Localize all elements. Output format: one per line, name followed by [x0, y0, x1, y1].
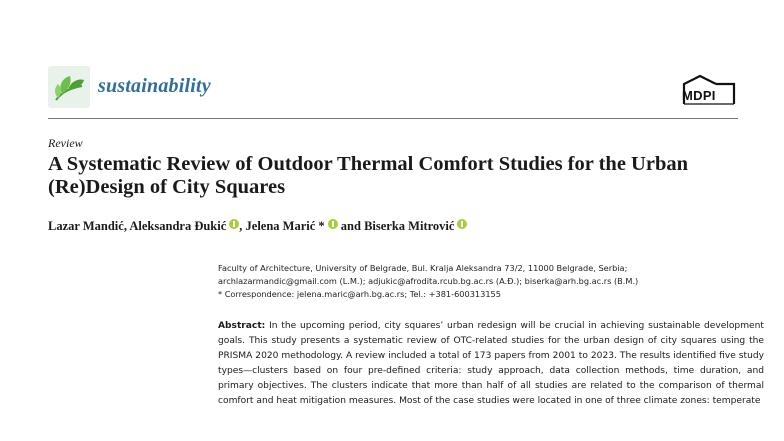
author-separator: and	[337, 219, 365, 233]
abstract-label: Abstract:	[218, 321, 266, 331]
article-title: A Systematic Review of Outdoor Thermal Comfort Studies for the Urban (Re)Design of City Squares	[48, 153, 689, 198]
abstract	[218, 319, 764, 409]
orcid-icon[interactable]	[328, 219, 338, 229]
author-2[interactable]: Aleksandra Đukić	[129, 219, 227, 233]
author-4[interactable]: Biserka Mitrović	[364, 219, 455, 233]
leaf-icon	[48, 66, 90, 108]
author-1[interactable]: Lazar Mandić	[48, 219, 124, 233]
publisher-name: MDPI	[682, 88, 716, 103]
affiliation-block	[218, 262, 758, 301]
journal-logo	[48, 66, 90, 108]
author-separator: ,	[239, 219, 246, 233]
article-type: Review	[48, 136, 83, 150]
author-separator: ,	[123, 219, 130, 233]
orcid-icon[interactable]	[229, 219, 239, 229]
author-list	[48, 219, 748, 234]
orcid-icon[interactable]	[457, 219, 467, 229]
affiliation-emails[interactable]: archlazarmandic@gmail.com (L.M.); adjukic@afrodita.rcub.bg.ac.rs (A.Đ.); biserka@arh.bg.ac.rs (B.M.)	[218, 276, 639, 286]
journal-name: sustainability	[98, 75, 211, 97]
affiliation-line: Faculty of Architecture, University of Belgrade, Bul. Kralja Aleksandra 73/2, 11000 Belgrade, Serbia;	[218, 263, 628, 273]
journal-header	[48, 66, 738, 110]
header-divider	[48, 118, 738, 119]
corresponding-mark: *	[315, 219, 325, 233]
abstract-text: In the upcoming period, city squares’ urban redesign will be crucial in achieving sustainable development goals. This study presents a systematic review of OTC-related studies for the urban design of city squares using the PRISMA 2020 methodology. A review included a total of 173 papers from 2001 to 2023. The results identified five study types—clusters based on four pre-defined criteria: study approach, data collection methods, time duration, and primary objectives. The clusters indicate that more than half of all studies are related to the comparison of thermal comfort and heat mitigation measures. Most of the case studies were located in one of three climate zones: temperate	[218, 321, 764, 406]
publisher-logo	[680, 74, 738, 108]
correspondence-line[interactable]: * Correspondence: jelena.maric@arh.bg.ac.rs; Tel.: +381-600313155	[218, 289, 501, 299]
author-3[interactable]: Jelena Marić	[245, 219, 316, 233]
